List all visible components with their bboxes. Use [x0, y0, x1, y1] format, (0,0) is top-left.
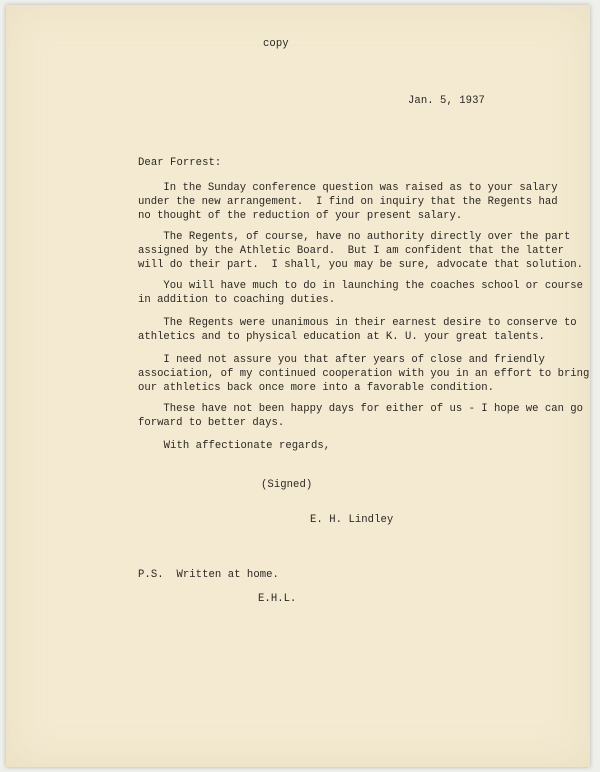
- paragraph-line: forward to better days.: [138, 417, 285, 429]
- paragraph-line: In the Sunday conference question was raised as to your salary: [138, 182, 558, 194]
- paragraph-line: in addition to coaching duties.: [138, 294, 336, 306]
- paragraph-line: The Regents, of course, have no authority directly over the part: [138, 231, 571, 243]
- letter-page: [6, 5, 590, 767]
- paragraph-coaches-school: [138, 279, 583, 307]
- paragraph-line: athletics and to physical education at K. U. your great talents.: [138, 331, 545, 343]
- paragraph-line: no thought of the reduction of your present salary.: [138, 210, 463, 222]
- paragraph-line: will do their part. I shall, you may be sure, advocate that solution.: [138, 259, 584, 271]
- paragraph-line: assigned by the Athletic Board. But I am confident that the latter: [138, 245, 564, 257]
- closing: With affectionate regards,: [138, 440, 331, 452]
- paragraph-better-days: [138, 402, 583, 430]
- paragraph-regents-authority: [138, 230, 583, 272]
- paragraph-regents-unanimous: [138, 316, 577, 344]
- copy-mark: copy: [263, 38, 289, 50]
- postscript: P.S. Written at home.: [138, 569, 279, 581]
- signed-note: (Signed): [261, 479, 313, 491]
- paragraph-line: association, of my continued cooperation with you in an effort to bring: [138, 368, 590, 380]
- paragraph-line: You will have much to do in launching the coaches school or course: [138, 280, 584, 292]
- signature-name: E. H. Lindley: [310, 514, 394, 526]
- paragraph-cooperation: [138, 353, 589, 395]
- salutation: Dear Forrest:: [138, 157, 222, 169]
- paragraph-line: under the new arrangement. I find on inquiry that the Regents had: [138, 196, 558, 208]
- postscript-initials: E.H.L.: [258, 593, 297, 605]
- paragraph-line: our athletics back once more into a favorable condition.: [138, 382, 495, 394]
- paragraph-line: I need not assure you that after years of close and friendly: [138, 354, 545, 366]
- paragraph-salary: [138, 181, 558, 223]
- paragraph-line: These have not been happy days for either of us - I hope we can go: [138, 403, 584, 415]
- letter-date: Jan. 5, 1937: [408, 95, 485, 107]
- paragraph-line: The Regents were unanimous in their earnest desire to conserve to: [138, 317, 577, 329]
